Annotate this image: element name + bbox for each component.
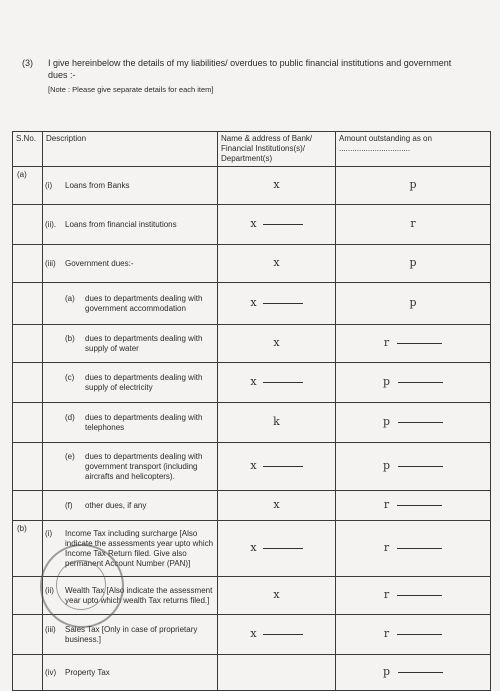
handwritten-dash bbox=[263, 224, 303, 225]
handwritten-dash bbox=[398, 422, 443, 423]
row-description bbox=[43, 205, 218, 245]
row-sno bbox=[13, 655, 43, 691]
row-sno bbox=[13, 283, 43, 325]
handwritten-dash bbox=[397, 548, 442, 549]
row-amount bbox=[336, 205, 491, 245]
row-amount bbox=[336, 615, 491, 655]
handwritten-mark: x bbox=[273, 588, 280, 601]
handwritten-mark: r bbox=[383, 588, 390, 601]
handwritten-mark: p bbox=[409, 296, 417, 309]
handwritten-dash bbox=[398, 672, 443, 673]
row-amount bbox=[336, 443, 491, 491]
handwritten-mark: x bbox=[250, 217, 257, 230]
handwritten-mark: x bbox=[273, 336, 280, 349]
row-item-number: (e) bbox=[65, 451, 75, 461]
handwritten-dash bbox=[397, 595, 442, 596]
table-row bbox=[13, 655, 491, 691]
row-description bbox=[43, 363, 218, 403]
handwritten-mark: r bbox=[383, 336, 390, 349]
header-description: Description bbox=[43, 132, 218, 167]
handwritten-mark: r bbox=[383, 541, 390, 554]
row-amount bbox=[336, 655, 491, 691]
row-item-text: dues to departments dealing with government accommodation bbox=[85, 293, 203, 313]
row-item-text: Income Tax including surcharge [Also indicate the assessments year upto which Income Tax Return filed. Give also permanent Account Number (PAN)] bbox=[65, 528, 214, 568]
handwritten-mark: p bbox=[409, 256, 417, 269]
header-amount: Amount outstanding as on ................................ bbox=[336, 132, 491, 167]
handwritten-mark: x bbox=[250, 296, 257, 309]
header-sno: S.No. bbox=[13, 132, 43, 167]
row-name-address bbox=[218, 325, 336, 363]
row-sno bbox=[13, 577, 43, 615]
header-name-address: Name & address of Bank/ Financial Institutions(s)/ Department(s) bbox=[218, 132, 336, 167]
table-row bbox=[13, 443, 491, 491]
row-amount bbox=[336, 283, 491, 325]
row-item-text: Sales Tax [Only in case of proprietary business.] bbox=[65, 624, 198, 644]
row-item-text: dues to departments dealing with telephones bbox=[85, 412, 203, 432]
row-item-number: (a) bbox=[65, 293, 75, 303]
row-name-address bbox=[218, 283, 336, 325]
table-row bbox=[13, 325, 491, 363]
row-sno bbox=[13, 363, 43, 403]
handwritten-mark: r bbox=[383, 627, 390, 640]
table-row bbox=[13, 245, 491, 283]
row-name-address bbox=[218, 615, 336, 655]
row-item-number: (ii) bbox=[45, 585, 54, 595]
row-item-text: Loans from Banks bbox=[65, 180, 130, 190]
row-description bbox=[43, 325, 218, 363]
row-item-number: (f) bbox=[65, 500, 73, 510]
row-name-address bbox=[218, 491, 336, 521]
header-row bbox=[13, 132, 491, 167]
handwritten-dash bbox=[397, 634, 442, 635]
row-description bbox=[43, 655, 218, 691]
row-item-number: (i) bbox=[45, 180, 53, 190]
row-name-address bbox=[218, 403, 336, 443]
row-name-address bbox=[218, 577, 336, 615]
handwritten-mark: p bbox=[409, 178, 417, 191]
row-item-text: dues to departments dealing with supply of electricity bbox=[85, 372, 203, 392]
row-item-text: Property Tax bbox=[65, 667, 110, 677]
handwritten-mark: x bbox=[273, 498, 280, 511]
handwritten-dash bbox=[263, 303, 303, 304]
note-text: [Note : Please give separate details for each item] bbox=[48, 85, 214, 94]
row-name-address bbox=[218, 245, 336, 283]
handwritten-mark: x bbox=[250, 541, 257, 554]
intro-text: I give hereinbelow the details of my liabilities/ overdues to public financial institutions and government dues :- bbox=[48, 58, 452, 80]
row-item-number: (d) bbox=[65, 412, 75, 422]
handwritten-dash bbox=[263, 466, 303, 467]
row-item-text: Government dues:- bbox=[65, 258, 134, 268]
table-row bbox=[13, 363, 491, 403]
handwritten-mark: x bbox=[250, 627, 257, 640]
table-row bbox=[13, 205, 491, 245]
row-name-address bbox=[218, 167, 336, 205]
row-item-text: dues to departments dealing with supply of water bbox=[85, 333, 203, 353]
row-description bbox=[43, 491, 218, 521]
row-description bbox=[43, 443, 218, 491]
row-item-number: (ii). bbox=[45, 219, 57, 229]
row-description bbox=[43, 245, 218, 283]
handwritten-dash bbox=[397, 505, 442, 506]
handwritten-dash bbox=[263, 382, 303, 383]
handwritten-mark: p bbox=[382, 665, 391, 678]
handwritten-mark: x bbox=[250, 459, 257, 472]
handwritten-mark: p bbox=[382, 415, 391, 428]
row-name-address bbox=[218, 363, 336, 403]
row-sno bbox=[13, 205, 43, 245]
row-amount bbox=[336, 245, 491, 283]
handwritten-mark: p bbox=[382, 375, 391, 388]
handwritten-mark: k bbox=[273, 415, 280, 428]
row-item-number: (iv) bbox=[45, 667, 57, 677]
row-amount bbox=[336, 577, 491, 615]
row-description bbox=[43, 167, 218, 205]
table-row bbox=[13, 491, 491, 521]
row-amount bbox=[336, 325, 491, 363]
table-row bbox=[13, 283, 491, 325]
row-item-text: other dues, if any bbox=[85, 500, 147, 510]
row-item-text: Wealth Tax [Also indicate the assessment year upto which wealth Tax returns filed.] bbox=[65, 585, 213, 605]
row-description bbox=[43, 403, 218, 443]
handwritten-dash bbox=[398, 382, 443, 383]
handwritten-mark: x bbox=[273, 256, 280, 269]
row-amount bbox=[336, 491, 491, 521]
row-item-number: (b) bbox=[65, 333, 75, 343]
row-item-number: (iii) bbox=[45, 258, 56, 268]
row-amount bbox=[336, 167, 491, 205]
row-sno: (b) bbox=[13, 521, 43, 577]
row-sno bbox=[13, 615, 43, 655]
row-name-address bbox=[218, 655, 336, 691]
table-row bbox=[13, 167, 491, 205]
handwritten-mark: x bbox=[250, 375, 257, 388]
row-sno: (a) bbox=[13, 167, 43, 205]
handwritten-dash bbox=[263, 634, 303, 635]
row-description bbox=[43, 283, 218, 325]
handwritten-dash bbox=[398, 466, 443, 467]
handwritten-mark: x bbox=[273, 178, 280, 191]
advocate-stamp bbox=[40, 544, 124, 628]
row-name-address bbox=[218, 521, 336, 577]
row-sno bbox=[13, 491, 43, 521]
row-sno bbox=[13, 245, 43, 283]
row-sno bbox=[13, 403, 43, 443]
section-number: (3) bbox=[22, 58, 33, 68]
row-amount bbox=[336, 403, 491, 443]
row-item-number: (c) bbox=[65, 372, 75, 382]
row-amount bbox=[336, 363, 491, 403]
handwritten-dash bbox=[263, 548, 303, 549]
row-sno bbox=[13, 325, 43, 363]
handwritten-mark: r bbox=[383, 498, 390, 511]
handwritten-dash bbox=[397, 343, 442, 344]
table-row bbox=[13, 403, 491, 443]
row-item-text: dues to departments dealing with government transport (including aircrafts and helicopters). bbox=[85, 451, 203, 481]
handwritten-mark: p bbox=[382, 459, 391, 472]
row-name-address bbox=[218, 205, 336, 245]
row-sno bbox=[13, 443, 43, 491]
row-name-address bbox=[218, 443, 336, 491]
row-amount bbox=[336, 521, 491, 577]
handwritten-mark: r bbox=[410, 217, 416, 230]
row-item-text: Loans from financial institutions bbox=[65, 219, 177, 229]
row-item-number: (i) bbox=[45, 528, 53, 538]
row-item-number: (iii) bbox=[45, 624, 56, 634]
